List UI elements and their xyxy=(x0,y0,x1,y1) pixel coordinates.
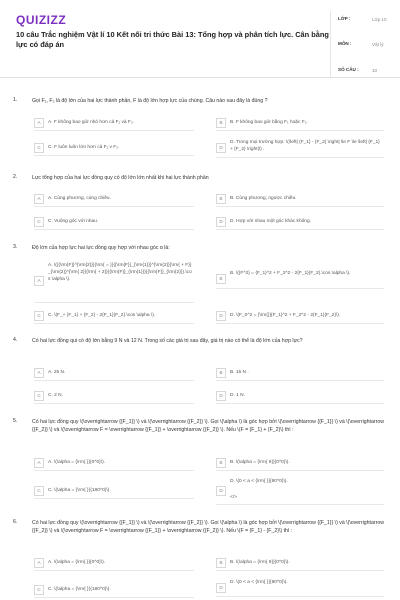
option-d[interactable] xyxy=(216,217,384,231)
option-letter-box: C xyxy=(34,217,44,227)
option-text: D. \(F_0^2 = {\rm{}}{F_1}^2 + F_2^2 - 2{F_1}{F_2}\). xyxy=(230,313,341,318)
option-c[interactable] xyxy=(34,486,194,500)
option-b[interactable] xyxy=(216,194,384,208)
option-letter-box: A xyxy=(34,194,44,204)
meta-class-label: LỚP : xyxy=(338,16,351,21)
option-underline xyxy=(216,596,384,597)
option-underline xyxy=(34,229,194,230)
option-letter-box: D xyxy=(216,311,226,321)
option-letter-box: B xyxy=(216,558,226,568)
option-underline xyxy=(216,403,384,404)
option-letter-box: A xyxy=(34,558,44,568)
option-d[interactable] xyxy=(216,391,384,405)
option-c[interactable] xyxy=(34,311,194,325)
question-number: 5. xyxy=(13,418,18,424)
option-underline xyxy=(34,403,194,404)
option-text: A. 25 N. xyxy=(48,370,66,375)
option-text: D. Trong mọi trường hợp: \(\left| {F_1} - {F_2} \right| \le F \le \left| {F_1} + {F_2} \right|\) . xyxy=(230,140,380,152)
option-text: A. Cùng phương, cùng chiều. xyxy=(48,196,111,201)
option-text: C. Vuông góc với nhau. xyxy=(48,219,99,224)
option-underline xyxy=(216,288,384,289)
option-a[interactable] xyxy=(34,458,194,472)
option-underline xyxy=(216,206,384,207)
option-d[interactable] xyxy=(216,311,384,325)
question-text: Lực tổng hợp của hai lực đồng quy có độ lớn lớn nhất khi hai lực thành phần xyxy=(32,175,209,181)
option-letter-box: C xyxy=(34,486,44,496)
meta-divider xyxy=(330,11,331,77)
worksheet-header xyxy=(0,0,400,78)
option-letter-box: A xyxy=(34,368,44,378)
option-letter-box: C xyxy=(34,391,44,401)
option-underline xyxy=(34,498,194,499)
option-a[interactable] xyxy=(34,262,194,304)
question-text: Có hai lực đồng quy \(\overrightarrow {{F_1}} \) và \(\overrightarrow {{F_2}} \). Gọi \(\alpha \) là góc hợp bởi \(\overrightarrow {{F_1}} \) và \(\overrightarrow {{F_2}} \) và \(\overrightarrow F = \overrightarrow {{F_1}} + \overrightarrow {{F_2}} \). Nếu \(F = {F_1} + {F_2}\) thì : xyxy=(32,419,384,433)
option-text: C. F luôn luôn lớn hơn cả F₁ v F₂. xyxy=(48,145,120,150)
option-letter-box: C xyxy=(34,585,44,595)
question-text: Độ lớn của hợp lực hai lực đồng quy hợp với nhau góc α là: xyxy=(32,245,170,251)
meta-subject-label: MÔN : xyxy=(338,41,352,46)
option-d[interactable] xyxy=(216,478,384,508)
option-underline xyxy=(34,570,194,571)
option-a[interactable] xyxy=(34,118,194,132)
option-text: D. Hợp với nhau một góc khác không. xyxy=(230,219,311,224)
option-text: B. \({F^2} = {F_1}^2 + F_2^2 - 2{F_1}{F_2}.\cos \alpha \). xyxy=(230,271,351,276)
option-text: B. 15 N . xyxy=(230,370,249,375)
option-underline xyxy=(216,570,384,571)
question-text: Có hai lực đồng qui có độ lớn bằng 9 N và 12 N. Trong số các giá trị sau đây, giá trị nào có thể là độ lớn của hợp lực? xyxy=(32,338,303,344)
option-d[interactable] xyxy=(216,139,384,161)
option-underline xyxy=(34,206,194,207)
option-c[interactable] xyxy=(34,143,194,157)
option-letter-box: D xyxy=(216,143,226,153)
option-letter-box: B xyxy=(216,458,226,468)
option-text: C. \(\alpha = {\rm{ }}{180^0}\). xyxy=(48,587,111,592)
option-text: C. 2 N. xyxy=(48,393,63,398)
option-underline xyxy=(34,130,194,131)
option-c[interactable] xyxy=(34,585,194,599)
question-number: 6. xyxy=(13,519,18,525)
option-a[interactable] xyxy=(34,558,194,572)
option-a[interactable] xyxy=(34,368,194,382)
option-text: C. \(\alpha = {\rm{ }}{180^0}\). xyxy=(48,488,111,493)
option-letter-box: B xyxy=(216,368,226,378)
option-letter-box: D xyxy=(216,391,226,401)
option-c[interactable] xyxy=(34,217,194,231)
option-letter-box: C xyxy=(34,143,44,153)
option-letter-box: B xyxy=(216,274,226,284)
quizizz-logo: QUIZIZZ xyxy=(16,13,67,27)
option-letter-box: A xyxy=(34,118,44,128)
option-underline xyxy=(216,470,384,471)
option-underline xyxy=(34,470,194,471)
option-b[interactable] xyxy=(216,118,384,132)
option-text: D. \(0 < a < {\rm{ }}{90^0}\). xyxy=(230,479,288,484)
question-text: Gọi F₁, F₂ là độ lớn của hai lực thành phần, F là độ lớn hợp lực của chúng. Câu nào sau đây là đúng ? xyxy=(32,98,268,104)
option-underline xyxy=(34,323,194,324)
question-text: Có hai lực đồng quy \(\overrightarrow {{F_1}} \) và \(\overrightarrow {{F_2}} \). Gọi \(\alpha \) là góc hợp bởi \(\overrightarrow {{F_1}} \) và \(\overrightarrow {{F_2}} \) và \(\overrightarrow F = \overrightarrow {{F_1}} + \overrightarrow {{F_2}} \). Nếu \(F = {F_1} - {F_2}\) thì : xyxy=(32,520,384,534)
option-text: C. \(F_+ {F_1} + {F_2} - 2{F_1}{F_2}.\cos \alpha \). xyxy=(48,313,156,318)
option-underline xyxy=(216,380,384,381)
option-letter-box: A xyxy=(34,458,44,468)
option-underline xyxy=(216,130,384,131)
option-letter-box: D xyxy=(216,486,226,496)
worksheet-title: 10 câu Trắc nghiệm Vật lí 10 Kết nối tri thức Bài 13: Tổng hợp và phân tích lực. Cân bằng lực có đáp án xyxy=(16,30,329,49)
question-number: 4. xyxy=(13,337,18,343)
option-underline xyxy=(216,504,384,505)
option-d[interactable] xyxy=(216,579,384,599)
option-underline xyxy=(216,157,384,158)
option-letter-box: D xyxy=(216,217,226,227)
meta-subject-value: Vật lý xyxy=(372,42,384,47)
option-b[interactable] xyxy=(216,270,384,292)
option-b[interactable] xyxy=(216,558,384,572)
option-text: A. \(\alpha = {\rm{ }}{0^0}\). xyxy=(48,460,106,465)
question-number: 1. xyxy=(13,97,18,103)
meta-class-value: Lớp 10 xyxy=(372,17,387,22)
meta-count-value: 10 xyxy=(372,68,378,73)
option-text: B. \(\alpha = {\rm{ 9}}{0^0}\). xyxy=(230,560,290,565)
option-letter-box: B xyxy=(216,118,226,128)
option-text: D. \(0 < a < {\rm{ }}{90^0}\). xyxy=(230,580,288,585)
option-underline xyxy=(216,229,384,230)
meta-count-label: SỐ CÂU : xyxy=(338,67,359,72)
option-letter-box: B xyxy=(216,194,226,204)
option-text: A. \(\alpha = {\rm{ }}{0^0}\). xyxy=(48,560,106,565)
option-underline xyxy=(34,380,194,381)
option-text: A. F không bao giờ nhỏ hơn cả F₁ và F₂. xyxy=(48,120,135,125)
option-text: B. Cùng phương, ngược chiều. xyxy=(230,196,297,201)
option-letter-box: C xyxy=(34,311,44,321)
option-underline xyxy=(34,302,194,303)
option-a[interactable] xyxy=(34,194,194,208)
option-b[interactable] xyxy=(216,368,384,382)
option-letter-box: A xyxy=(34,276,44,286)
option-letter-box: D xyxy=(216,583,226,593)
question-number: 2. xyxy=(13,174,18,180)
option-underline xyxy=(34,155,194,156)
option-extra-text: </> xyxy=(230,495,237,500)
option-b[interactable] xyxy=(216,458,384,472)
option-text: B. \(\alpha = {\rm{ 9}}{0^0}\). xyxy=(230,460,290,465)
option-c[interactable] xyxy=(34,391,194,405)
option-text: D. 1 N. xyxy=(230,393,245,398)
option-text: A. \({{\rm{F}}^{\rm{2}}}{\rm{ = }}{{\rm{F}}_{\rm{1}}}^{\rm{2}}{\rm{ + F}}_{\rm{2}}^{\rm{ 2}}{\rm{ + 2}}{{\rm{F}}_{\rm{1}}}{{\rm{F}}_{\rm{2}}}.\cos \alpha \). xyxy=(48,263,192,282)
option-text: B. F không bao giờ bằng F₁ hoặc F₂. xyxy=(230,120,308,125)
option-underline xyxy=(216,323,384,324)
option-underline xyxy=(34,597,194,598)
question-number: 3. xyxy=(13,244,18,250)
